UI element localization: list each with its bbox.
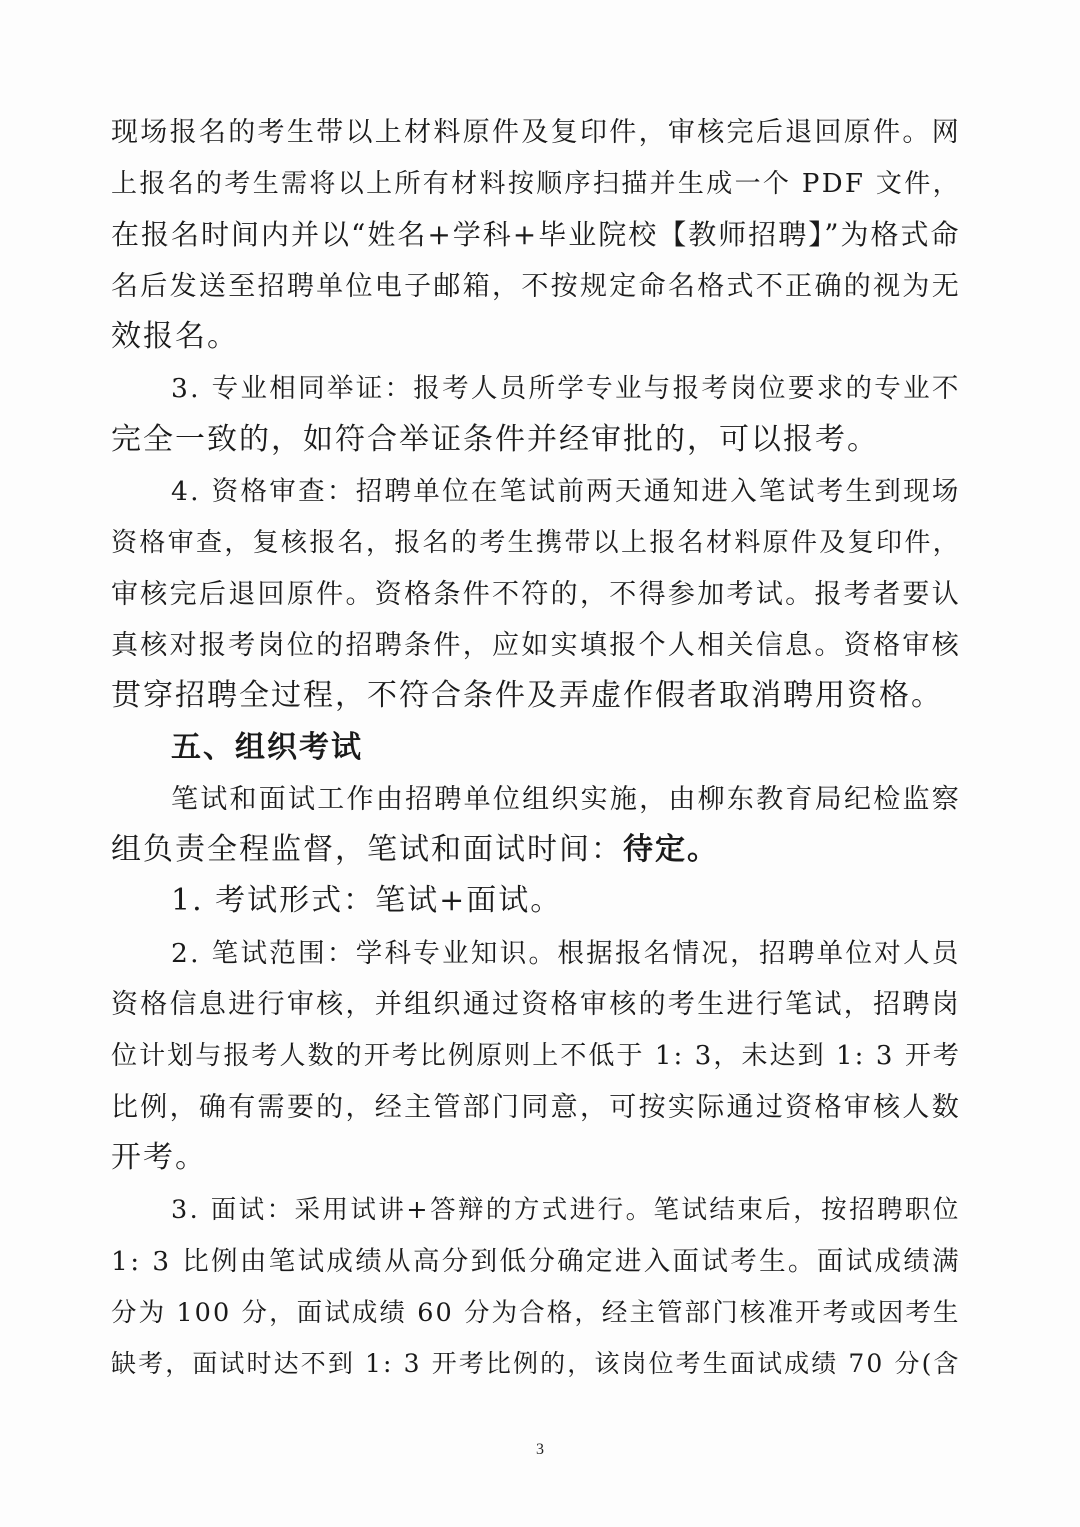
line-text: 1. 考试形式：笔试+面试。 — [171, 883, 563, 919]
section-heading — [111, 722, 961, 773]
text-line — [111, 1286, 961, 1337]
line-text: 位计划与报考人数的开考比例原则上不低于 1: 3，未达到 1: 3 开考 — [111, 1041, 962, 1072]
text-line — [111, 516, 961, 567]
text-line — [111, 927, 961, 978]
text-line — [111, 260, 961, 311]
line-text: 比例，确有需要的，经主管部门同意，可按实际通过资格审核人数 — [111, 1091, 961, 1123]
line-text: 资格审查，复核报名，报名的考生携带以上报名材料原件及复印件， — [111, 528, 962, 559]
line-text: 完全一致的，如符合举证条件并经审批的，可以报考。 — [111, 421, 879, 457]
line-text: 组负责全程监督，笔试和面试时间： — [111, 832, 623, 868]
text-line — [111, 362, 961, 413]
text-line — [111, 1337, 961, 1388]
line-text: 真核对报考岗位的招聘条件，应如实填报个人相关信息。资格审核 — [111, 629, 961, 661]
line-text: 审核完后退回原件。资格条件不符的，不得参加考试。报考者要认 — [111, 578, 961, 610]
line-text: 贯穿招聘全过程，不符合条件及弄虚作假者取消聘用资格。 — [111, 678, 943, 714]
page-number: 3 — [536, 1441, 544, 1458]
line-text: 资格信息进行审核，并组织通过资格审核的考生进行笔试，招聘岗 — [111, 989, 961, 1021]
text-line — [111, 875, 961, 926]
document-body — [111, 106, 961, 1388]
line-text: 3. 专业相同举证：报考人员所学专业与报考岗位要求的专业不 — [171, 373, 961, 405]
line-text: 开考。 — [111, 1139, 207, 1175]
text-line — [111, 619, 961, 670]
text-line — [111, 568, 961, 619]
line-text: 五、组织考试 — [171, 729, 363, 765]
line-text: 名后发送至招聘单位电子邮箱，不按规定命名格式不正确的视为无 — [111, 270, 961, 302]
line-text: 2. 笔试范围：学科专业知识。根据报名情况，招聘单位对人员 — [171, 937, 961, 969]
line-text: 笔试和面试工作由招聘单位组织实施，由柳东教育局纪检监察 — [171, 783, 961, 815]
line-text: 分为 100 分，面试成绩 60 分为合格，经主管部门核准开考或因考生 — [111, 1297, 961, 1328]
text-line — [111, 824, 961, 875]
bold-text: 待定。 — [623, 832, 719, 868]
text-line — [111, 670, 961, 721]
text-line — [111, 773, 961, 824]
line-text: 现场报名的考生带以上材料原件及复印件，审核完后退回原件。网 — [111, 117, 961, 148]
text-line — [111, 1081, 961, 1132]
line-text: 在报名时间内并以“姓名+学科+毕业院校【教师招聘】”为格式命 — [111, 217, 961, 251]
text-line — [111, 311, 961, 362]
text-line — [111, 1132, 961, 1183]
line-text: 1: 3 比例由笔试成绩从高分到低分确定进入面试考生。面试成绩满 — [111, 1245, 961, 1277]
text-line — [111, 209, 961, 260]
text-line — [111, 157, 961, 208]
text-line — [111, 106, 961, 157]
line-text: 3. 面试：采用试讲+答辩的方式进行。笔试结束后，按招聘职位 — [171, 1195, 961, 1226]
text-line — [111, 1183, 961, 1234]
text-line — [111, 978, 961, 1029]
line-text: 缺考，面试时达不到 1: 3 开考比例的，该岗位考生面试成绩 70 分(含 — [111, 1349, 961, 1379]
line-text: 4. 资格审查：招聘单位在笔试前两天通知进入笔试考生到现场 — [171, 476, 961, 508]
line-text: 效报名。 — [111, 319, 239, 355]
text-line — [111, 414, 961, 465]
text-line — [111, 1235, 961, 1286]
line-text: 上报名的考生需将以上所有材料按顺序扫描并生成一个 PDF 文件， — [111, 169, 961, 200]
text-line — [111, 465, 961, 516]
text-line — [111, 1029, 961, 1080]
